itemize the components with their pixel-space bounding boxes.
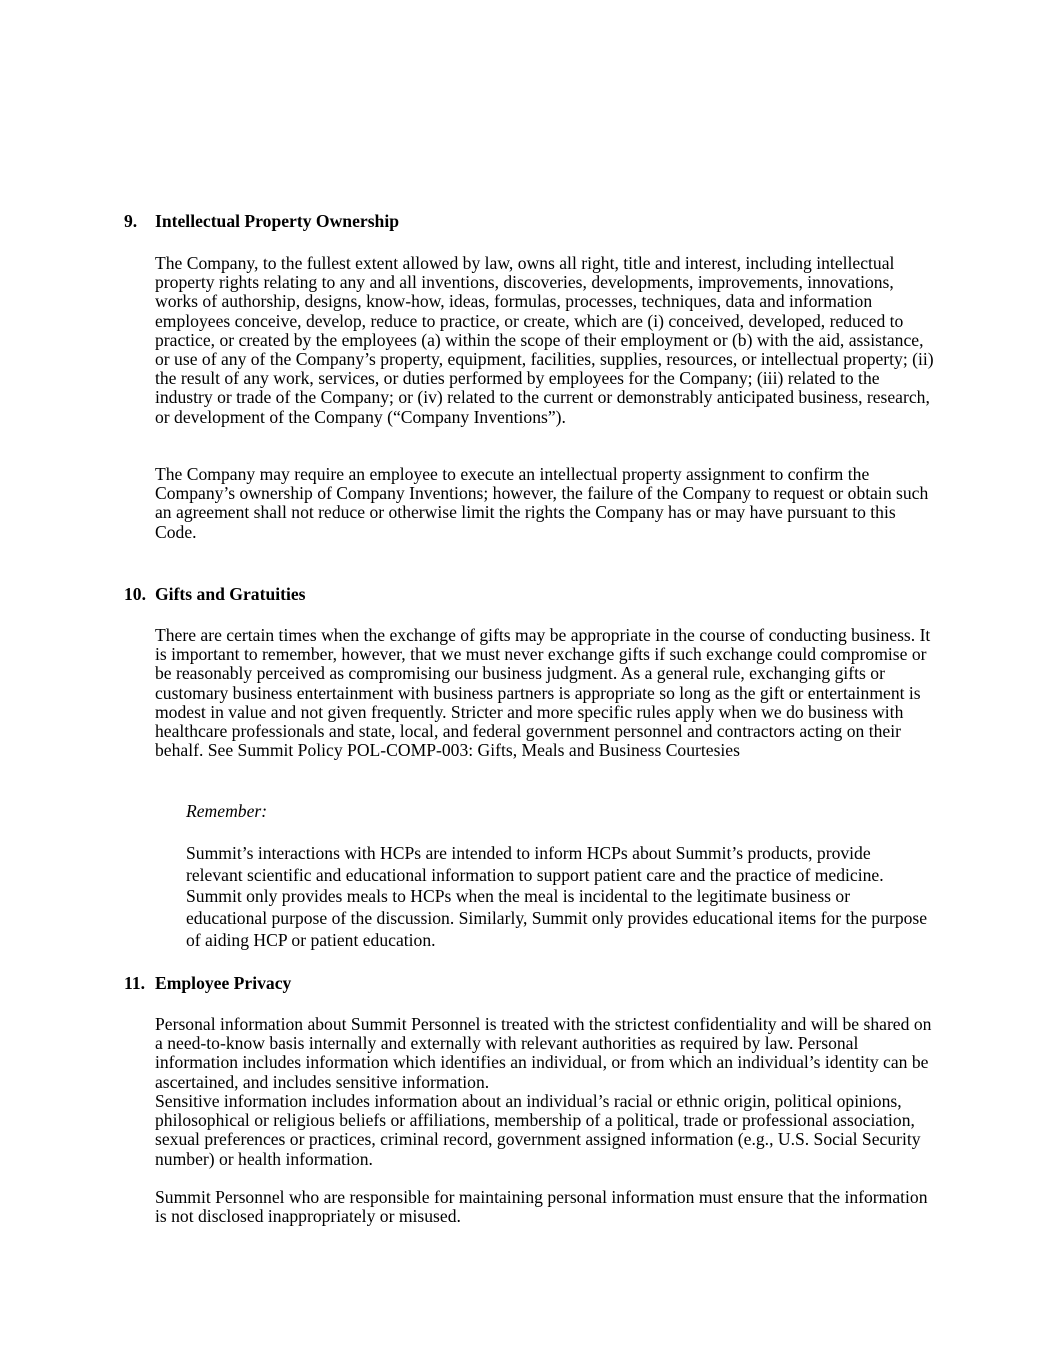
- paragraph: Sensitive information includes information about an individual’s racial or ethnic origin, political opinions, philosophical or religious beliefs or affiliations, membership of a political, trade or professional association, sexual preferences or practices, criminal record, government assigned information (e.g., U.S. Social Security number) or health information.: [155, 1091, 921, 1169]
- section-title: Intellectual Property Ownership: [155, 211, 400, 231]
- section-title: Employee Privacy: [155, 973, 292, 993]
- remember-label: Remember:: [186, 801, 268, 821]
- section-heading-gifts: [124, 585, 306, 604]
- remember-callout: Summit’s interactions with HCPs are intended to inform HCPs about Summit’s products, provide relevant scientific and educational information to support patient care and the practice of medicine. Summit only provides meals to HCPs when the meal is incidental to the legitimate business or educational purpose of the discussion. Similarly, Summit only provides educational items for the purpose of aiding HCP or patient education.: [186, 843, 928, 950]
- paragraph: The Company may require an employee to execute an intellectual property assignment to confirm the Company’s ownership of Company Inventions; however, the failure of the Company to request or obtain such an agreement shall not reduce or otherwise limit the rights the Company has or may have pursuant to this Code.: [155, 464, 929, 542]
- section-title: Gifts and Gratuities: [155, 584, 306, 604]
- section-number: 9.: [124, 211, 138, 231]
- paragraph: Summit Personnel who are responsible for maintaining personal information must ensure that the information is not disclosed inappropriately or misused.: [155, 1187, 928, 1227]
- section-heading-privacy: [124, 974, 291, 993]
- paragraph: There are certain times when the exchange of gifts may be appropriate in the course of conducting business. It is important to remember, however, that we must never exchange gifts if such exchange could compromise or be reasonably perceived as compromising our business judgment. As a general rule, exchanging gifts or customary business entertainment with business partners is appropriate so long as the gift or entertainment is modest in value and not given frequently. Stricter and more specific rules apply when we do business with healthcare professionals and state, local, and federal government personnel and contractors acting on their behalf. See Summit Policy POL-COMP-003: Gifts, Meals and Business Courtesies: [155, 625, 931, 761]
- section-number: 11.: [124, 973, 146, 993]
- section-heading-ip-ownership: [124, 212, 399, 231]
- section-number: 10.: [124, 584, 146, 604]
- paragraph: The Company, to the fullest extent allowed by law, owns all right, title and interest, including intellectual property rights relating to any and all inventions, discoveries, developments, improvements, innovations, works of authorship, designs, know-how, ideas, formulas, processes, techniques, data and information employees conceive, develop, reduce to practice, or create, which are (i) conceived, developed, reduced to practice, or created by the employees (a) within the scope of their employment or (b) with the aid, assistance, or use of any of the Company’s property, equipment, facilities, supplies, resources, or intellectual property; (ii) the result of any work, services, or duties performed by employees for the Company; (iii) related to the industry or trade of the Company; or (iv) related to the current or demonstrably anticipated business, research, or development of the Company (“Company Inventions”).: [155, 253, 934, 427]
- paragraph: Personal information about Summit Personnel is treated with the strictest confidentiality and will be shared on a need-to-know basis internally and externally with relevant authorities as required by law. Personal information includes information which identifies an individual, or from which an individual’s identity can be ascertained, and includes sensitive information.: [155, 1014, 932, 1092]
